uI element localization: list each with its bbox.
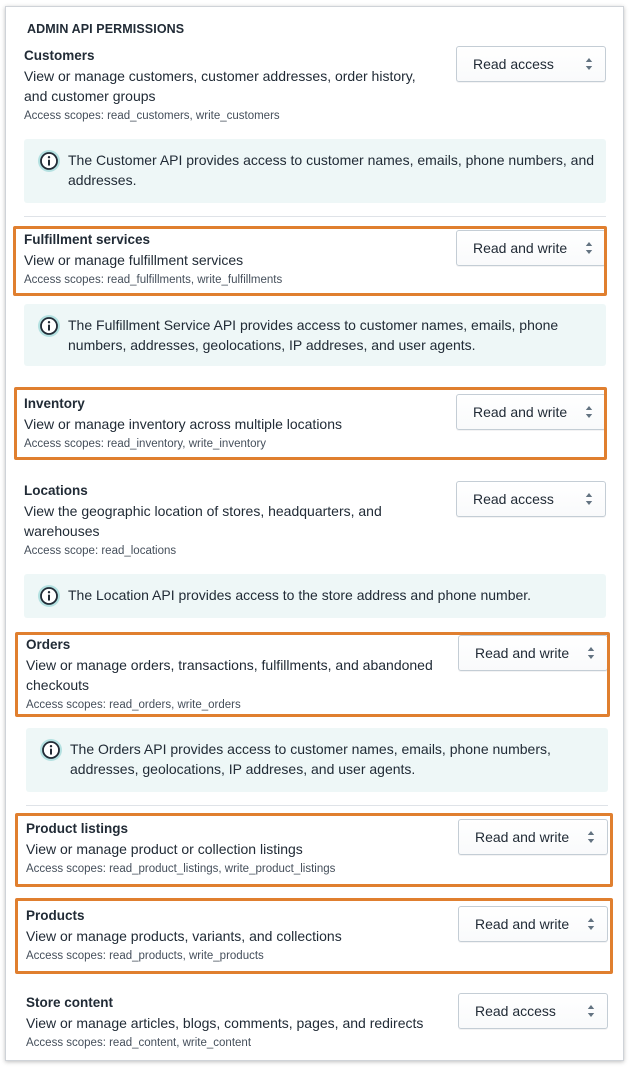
access-select-value: Read and write [473,404,568,420]
info-banner-customers [24,139,606,203]
permission-scopes-store-content: Access scopes: read_content, write_content [26,1037,252,1049]
permission-desc-store-content: View or manage articles, blogs, comments, pages, and redirects [26,1015,424,1031]
access-select-value: Read and write [473,240,568,256]
permission-scopes-fulfillment-services: Access scopes: read_fulfillments, write_fulfillments [24,274,283,286]
permission-desc-locations: View the geographic location of stores, headquarters, and warehouses [24,503,382,539]
info-circle-icon [37,314,61,338]
permission-desc-product-listings: View or manage product or collection listings [26,841,303,857]
info-circle-icon [37,149,61,173]
permission-name-product-listings: Product listings [26,821,129,836]
updown-arrows-icon [587,830,595,844]
divider [26,805,608,806]
permission-name-customers: Customers [24,48,95,63]
permission-name-locations: Locations [24,483,88,498]
access-select-product-listings[interactable] [458,819,608,855]
access-select-value: Read and write [475,916,570,932]
access-select-products[interactable] [458,906,608,942]
permission-scopes-locations: Access scope: read_locations [24,545,177,557]
info-banner-fulfillment-services [24,304,606,366]
permission-name-products: Products [26,908,85,923]
info-banner-text: The Fulfillment Service API provides access to customer names, emails, phone numbers, addresses, geolocations, IP addreses, and user agents. [68,317,559,353]
permission-desc-inventory: View or manage inventory across multiple locations [24,416,343,432]
info-banner-text: The Location API provides access to the store address and phone number. [68,587,532,603]
info-circle-icon [37,584,61,608]
permission-name-store-content: Store content [26,995,114,1010]
section-title: ADMIN API PERMISSIONS [27,22,185,36]
access-select-fulfillment-services[interactable] [456,230,606,266]
access-select-orders[interactable] [458,635,608,671]
access-select-value: Read and write [475,829,570,845]
permission-name-fulfillment-services: Fulfillment services [24,232,151,247]
permission-name-inventory: Inventory [24,396,85,411]
access-select-value: Read access [473,56,554,72]
updown-arrows-icon [585,241,593,255]
updown-arrows-icon [585,405,593,419]
permission-desc-products: View or manage products, variants, and collections [26,928,342,944]
permission-desc-orders: View or manage orders, transactions, fulfillments, and abandoned checkouts [26,657,433,693]
updown-arrows-icon [587,917,595,931]
permission-scopes-products: Access scopes: read_products, write_products [26,950,264,962]
access-select-store-content[interactable] [458,993,608,1029]
info-banner-orders [26,728,608,792]
updown-arrows-icon [585,57,593,71]
permission-scopes-customers: Access scopes: read_customers, write_customers [24,110,280,122]
updown-arrows-icon [587,1004,595,1018]
permission-scopes-inventory: Access scopes: read_inventory, write_inventory [24,438,267,450]
permission-desc-fulfillment-services: View or manage fulfillment services [24,252,244,268]
divider [24,216,606,217]
permission-scopes-product-listings: Access scopes: read_product_listings, write_product_listings [26,863,336,875]
access-select-customers[interactable] [456,46,606,82]
updown-arrows-icon [585,492,593,506]
info-banner-locations [24,574,606,618]
access-select-value: Read access [475,1003,556,1019]
access-select-inventory[interactable] [456,394,606,430]
info-circle-icon [39,738,63,762]
access-select-locations[interactable] [456,481,606,517]
access-select-value: Read access [473,491,554,507]
updown-arrows-icon [587,646,595,660]
access-select-value: Read and write [475,645,570,661]
info-banner-text: The Orders API provides access to customer names, emails, phone numbers, addresses, geolocations, IP addreses, and user agents. [70,741,551,777]
permission-scopes-orders: Access scopes: read_orders, write_orders [26,699,241,711]
permission-name-orders: Orders [26,637,71,652]
info-banner-text: The Customer API provides access to customer names, emails, phone numbers, and addresses. [68,152,595,188]
permission-desc-customers: View or manage customers, customer addresses, order history, and customer groups [24,68,416,104]
